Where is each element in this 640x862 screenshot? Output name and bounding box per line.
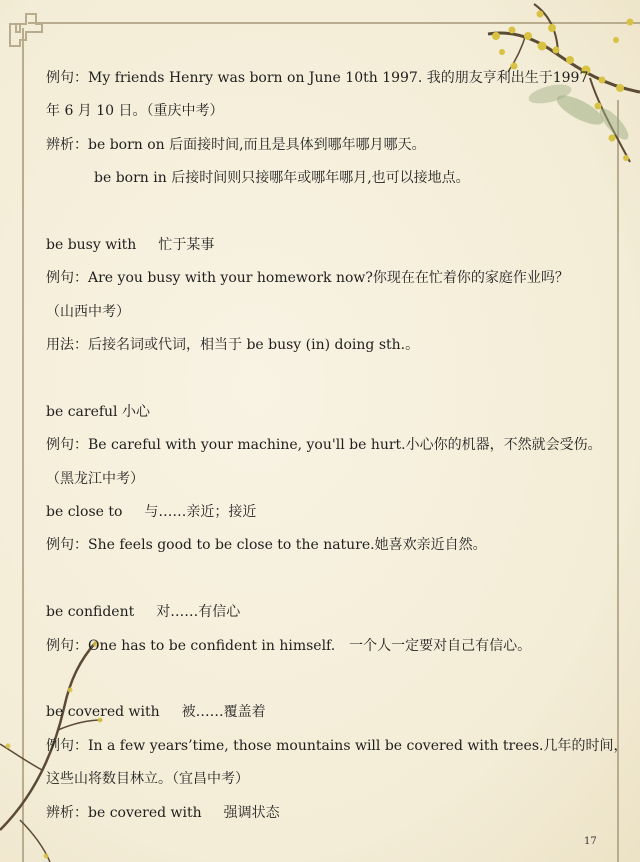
example-line-continuation — [46, 95, 616, 128]
phrase-term: be confident — [46, 604, 135, 621]
phrase-meaning: 忙于某事 — [158, 236, 215, 253]
text-line: 年 6 月 10 日。（重庆中考） — [46, 103, 224, 120]
page-number: 17 — [584, 836, 597, 847]
text-line: 辨析：be born on 后面接时间,而且是具体到哪年哪月哪天。 — [46, 136, 426, 153]
analysis-line-indented — [46, 162, 616, 195]
phrase-heading — [46, 496, 616, 529]
example-line — [46, 529, 616, 562]
analysis-line — [46, 129, 616, 162]
text-line: 例句：My friends Henry was born on June 10th 1997. 我的朋友亨利出生于1997 — [46, 70, 589, 86]
example-line — [46, 630, 616, 663]
corner-ornament-icon — [6, 10, 46, 50]
text-line: 例句：In a few years’time, those mountains will be covered with trees.几年的时间， — [46, 737, 628, 754]
text-line: 例句：Be careful with your machine, you'll be hurt.小心你的机器，不然就会受伤。 — [46, 437, 602, 454]
example-line-continuation — [46, 296, 616, 329]
spacer — [46, 563, 616, 596]
text-line: be careful 小心 — [46, 403, 150, 420]
example-line-continuation — [46, 763, 616, 796]
phrase-heading — [46, 396, 616, 429]
text-line: 例句：One has to be confident in himself. 一个人一定要对自己有信心。 — [46, 637, 532, 654]
example-line — [46, 262, 616, 295]
text-line: be born in 后接时间则只接哪年或哪年哪月,也可以接地点。 — [94, 170, 470, 187]
text-line: 这些山将数目林立。（宜昌中考） — [46, 771, 249, 788]
phrase-meaning: 对……有信心 — [156, 604, 241, 621]
usage-line — [46, 329, 616, 362]
text-line: 例句：Are you busy with your homework now?你现在在忙着你的家庭作业吗？ — [46, 270, 569, 287]
phrase-term: be close to — [46, 504, 123, 521]
phrase-heading — [46, 229, 616, 262]
example-line — [46, 429, 616, 462]
example-line — [46, 62, 616, 95]
phrase-meaning: 被……覆盖着 — [181, 704, 266, 721]
phrase-term: 辨析：be covered with — [46, 804, 202, 821]
spacer — [46, 196, 616, 229]
text-line: 用法：后接名词或代词，相当于 be busy (in) doing sth.。 — [46, 337, 420, 354]
phrase-term: be covered with — [46, 704, 160, 721]
document-body — [46, 62, 628, 830]
phrase-term: be busy with — [46, 236, 137, 253]
phrase-meaning: 强调状态 — [223, 804, 280, 821]
text-line: 例句：She feels good to be close to the nature.她喜欢亲近自然。 — [46, 537, 487, 554]
phrase-heading — [46, 696, 616, 729]
phrase-heading — [46, 596, 616, 629]
spacer — [46, 363, 616, 396]
spacer — [46, 663, 616, 696]
text-line: （黑龙江中考） — [46, 470, 144, 487]
example-line-continuation — [46, 463, 616, 496]
phrase-meaning: 与……亲近；接近 — [144, 504, 257, 521]
example-line — [46, 730, 628, 763]
analysis-line — [46, 797, 616, 830]
text-line: （山西中考） — [46, 303, 130, 320]
